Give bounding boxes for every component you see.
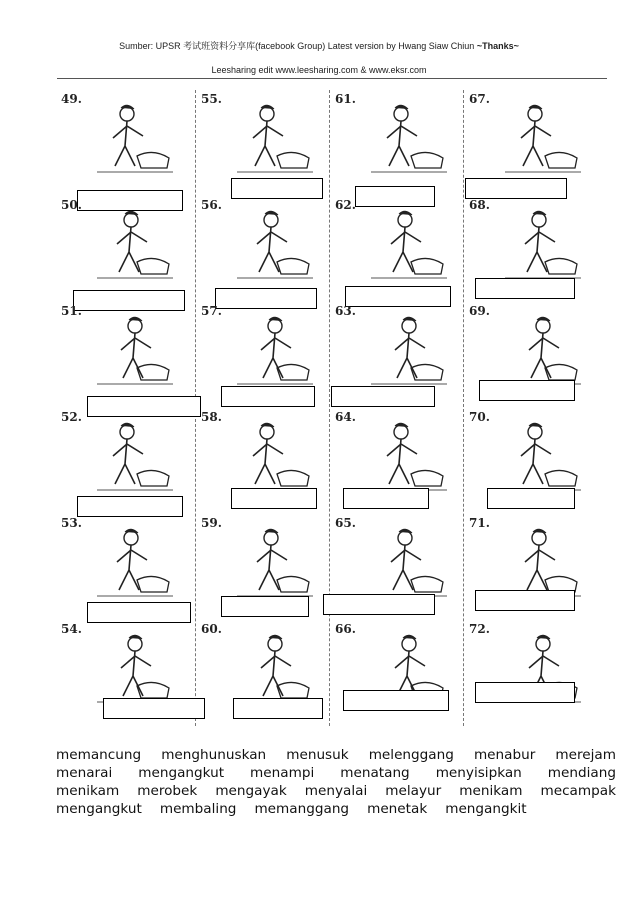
question-number: 49.: [61, 92, 82, 106]
word-option: menatang: [340, 765, 410, 781]
figure-head: [264, 531, 278, 545]
figure-body: [257, 227, 287, 272]
figure-body: [257, 545, 287, 590]
figure-head: [398, 531, 412, 545]
figure-head: [536, 319, 550, 333]
figure-body: [121, 333, 151, 378]
question-number: 63.: [335, 304, 356, 318]
question-cell: [57, 90, 190, 196]
word-option: mengangkit: [445, 801, 527, 817]
question-number: 68.: [469, 198, 490, 212]
question-cell: [331, 90, 464, 196]
question-number: 61.: [335, 92, 356, 106]
word-option: memancung: [56, 747, 142, 763]
question-cell: [197, 196, 330, 302]
word-bank-line: [56, 764, 616, 782]
weave-prop: [137, 682, 169, 698]
word-option: menghunuskan: [161, 747, 267, 763]
truck-illustration: [495, 96, 585, 174]
word-option: mengangkut: [56, 801, 142, 817]
question-number: 60.: [201, 622, 222, 636]
word-option: mengayak: [215, 783, 287, 799]
question-number: 62.: [335, 198, 356, 212]
answer-box[interactable]: [343, 690, 449, 711]
sieve-illustration: [361, 96, 451, 174]
knead-prop: [137, 470, 169, 486]
figure-head: [394, 107, 408, 121]
word-option: membaling: [159, 801, 237, 817]
figure-head: [128, 319, 142, 333]
fight-prop: [277, 576, 309, 592]
header-divider: [57, 78, 607, 79]
figure-head: [394, 425, 408, 439]
question-number: 56.: [201, 198, 222, 212]
chair-prop: [411, 576, 443, 592]
figure-head: [124, 531, 138, 545]
answer-box[interactable]: [221, 386, 315, 407]
question-number: 67.: [469, 92, 490, 106]
figure-body: [525, 545, 555, 590]
figure-body: [117, 545, 147, 590]
word-bank-line: [56, 800, 616, 818]
question-number: 69.: [469, 304, 490, 318]
bowl-illustration: [361, 308, 451, 386]
plant-prop: [545, 258, 577, 274]
throw-prop: [545, 364, 577, 380]
word-option: menyalai: [304, 783, 368, 799]
question-cell: [57, 302, 190, 408]
answer-box[interactable]: [479, 380, 575, 401]
question-number: 52.: [61, 410, 82, 424]
grill-illustration: [87, 308, 177, 386]
strainer-prop: [411, 258, 443, 274]
source-credit-line: [0, 39, 638, 52]
answer-box[interactable]: [343, 488, 429, 509]
question-number: 54.: [61, 622, 82, 636]
run-prop: [277, 470, 309, 486]
word-option: merobek: [137, 783, 198, 799]
throw-illustration: [495, 308, 585, 386]
question-grid: [57, 90, 597, 726]
cook-prop: [137, 258, 169, 274]
word-option: menyisipkan: [435, 765, 522, 781]
word-option: mecampak: [540, 783, 616, 799]
knead-illustration: [87, 414, 177, 492]
figure-head: [260, 425, 274, 439]
figure-head: [268, 637, 282, 651]
answer-box[interactable]: [323, 594, 435, 615]
question-number: 58.: [201, 410, 222, 424]
word-option: melayur: [385, 783, 442, 799]
snake-prop: [277, 152, 309, 168]
chair-illustration: [361, 520, 451, 598]
soldier-illustration: [227, 202, 317, 280]
sword-prop: [277, 682, 309, 698]
figure-head: [264, 213, 278, 227]
word-option: menusuk: [286, 747, 349, 763]
question-cell: [57, 196, 190, 302]
figure-body: [121, 651, 151, 696]
soldier-prop: [277, 258, 309, 274]
figure-head: [268, 319, 282, 333]
answer-box[interactable]: [475, 590, 575, 611]
figure-head: [528, 107, 542, 121]
question-number: 59.: [201, 516, 222, 530]
thanks-text: ~Thanks~: [476, 41, 519, 51]
answer-box[interactable]: [221, 596, 309, 617]
word-option: menabur: [473, 747, 536, 763]
bowl-prop: [411, 364, 443, 380]
website-line: Leesharing edit www.leesharing.com & www.eksr.com: [211, 65, 427, 75]
figure-body: [525, 227, 555, 272]
figure-head: [402, 319, 416, 333]
figure-body: [529, 333, 559, 378]
figure-body: [391, 545, 421, 590]
hand-illustration: [87, 520, 177, 598]
figure-head: [120, 425, 134, 439]
wok-prop: [411, 470, 443, 486]
question-cell: [465, 620, 598, 726]
word-option: menetak: [367, 801, 428, 817]
word-option: mendiang: [547, 765, 616, 781]
figure-head: [128, 637, 142, 651]
cook-illustration: [87, 202, 177, 280]
strainer-illustration: [361, 202, 451, 280]
snake-illustration: [227, 96, 317, 174]
crouch-prop: [137, 152, 169, 168]
word-option: merejam: [555, 747, 616, 763]
question-number: 51.: [61, 304, 82, 318]
figure-head: [536, 637, 550, 651]
truck-prop: [545, 152, 577, 168]
sow-illustration: [495, 520, 585, 598]
answer-box[interactable]: [475, 278, 575, 299]
question-number: 55.: [201, 92, 222, 106]
question-number: 72.: [469, 622, 490, 636]
figure-body: [261, 333, 291, 378]
figure-head: [120, 107, 134, 121]
word-option: menikam: [56, 783, 120, 799]
weave-illustration: [87, 626, 177, 704]
hand-prop: [137, 576, 169, 592]
answer-box[interactable]: [103, 698, 205, 719]
word-option: memanggang: [254, 801, 350, 817]
wok-illustration: [361, 414, 451, 492]
sword-illustration: [227, 626, 317, 704]
answer-box[interactable]: [331, 386, 435, 407]
figure-body: [395, 333, 425, 378]
spear-prop: [277, 364, 309, 380]
figure-head: [532, 213, 546, 227]
crouch-illustration: [87, 96, 177, 174]
rake-prop: [545, 470, 577, 486]
question-number: 64.: [335, 410, 356, 424]
word-option: melenggang: [368, 747, 454, 763]
answer-box[interactable]: [487, 488, 575, 509]
question-number: 53.: [61, 516, 82, 530]
question-number: 65.: [335, 516, 356, 530]
rake-illustration: [495, 414, 585, 492]
question-number: 66.: [335, 622, 356, 636]
plant-illustration: [495, 202, 585, 280]
figure-head: [402, 637, 416, 651]
word-bank: [56, 746, 616, 818]
figure-head: [124, 213, 138, 227]
answer-box[interactable]: [475, 682, 575, 703]
figure-head: [260, 107, 274, 121]
figure-body: [261, 651, 291, 696]
word-bank-line: [56, 782, 616, 800]
question-number: 71.: [469, 516, 490, 530]
figure-head: [398, 213, 412, 227]
word-option: menarai: [56, 765, 113, 781]
fight-illustration: [227, 520, 317, 598]
source-credit-text: Sumber: UPSR 考试班资料分享库(facebook Group) Latest version by Hwang Siaw Chiun: [119, 41, 475, 51]
word-option: menampi: [250, 765, 315, 781]
grill-prop: [137, 364, 169, 380]
figure-body: [391, 227, 421, 272]
run-illustration: [227, 414, 317, 492]
spear-illustration: [227, 308, 317, 386]
question-number: 50.: [61, 198, 82, 212]
word-bank-line: [56, 746, 616, 764]
word-option: mengangkut: [138, 765, 225, 781]
word-option: menikam: [459, 783, 523, 799]
answer-box[interactable]: [233, 698, 323, 719]
figure-head: [532, 531, 546, 545]
answer-box[interactable]: [231, 488, 317, 509]
sieve-prop: [411, 152, 443, 168]
question-number: 57.: [201, 304, 222, 318]
figure-body: [117, 227, 147, 272]
figure-head: [528, 425, 542, 439]
question-number: 70.: [469, 410, 490, 424]
